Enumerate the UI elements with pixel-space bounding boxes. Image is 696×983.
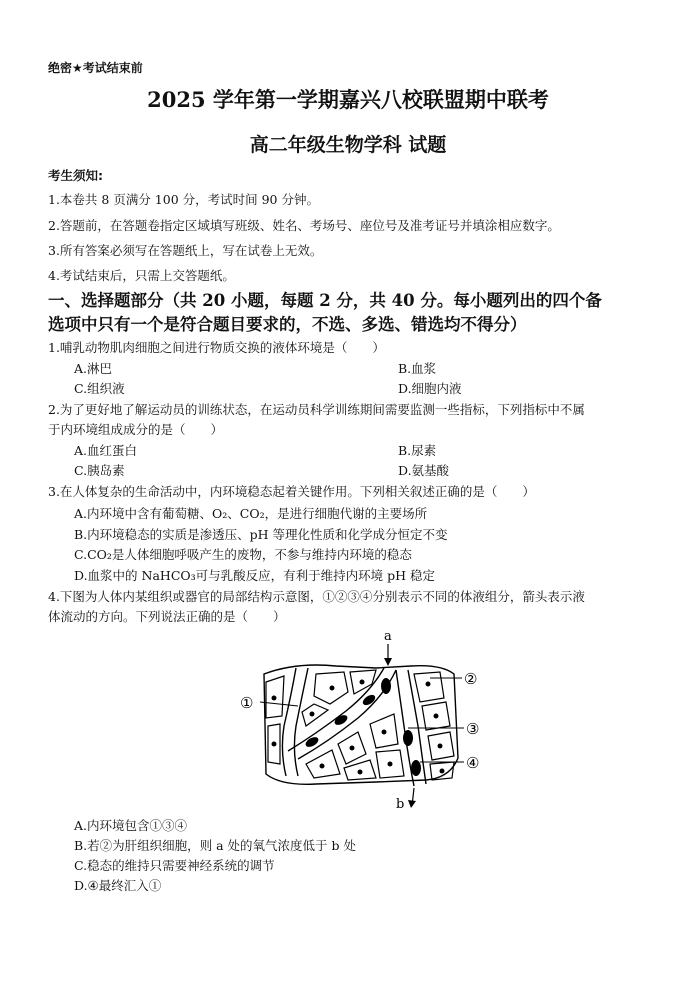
- question-4-stem-cont: 体流动的方向。下列说法正确的是（ ）: [48, 609, 286, 624]
- question-1-option-c: C.组织液: [74, 381, 125, 396]
- lymph-vessel-wall: [282, 668, 296, 776]
- label-3: ③: [466, 720, 480, 738]
- question-1-option-d: D.细胞内液: [398, 381, 462, 396]
- question-3-option-b: B.内环境稳态的实质是渗透压、pH 等理化性质和化学成分恒定不变: [74, 527, 448, 542]
- arrow-head-icon: [384, 658, 392, 666]
- cell-nucleus: [330, 686, 335, 691]
- label-2: ②: [464, 670, 478, 688]
- question-2-option-c: C.胰岛素: [74, 463, 125, 478]
- question-2-stem: 2.为了更好地了解运动员的训练状态，在运动员科学训练期间需要监测一些指标，下列指标中不属: [48, 402, 585, 417]
- cell-nucleus: [360, 680, 365, 685]
- cell-nucleus: [358, 770, 363, 775]
- notice-item: 2.答题前，在答题卷指定区域填写班级、姓名、考场号、座位号及准考证号并填涂相应数字。: [48, 218, 560, 233]
- capillary-wall: [288, 668, 384, 751]
- question-1-option-b: B.血浆: [398, 361, 437, 376]
- cell-nucleus: [426, 682, 431, 687]
- question-4-stem: 4.下图为人体内某组织或器官的局部结构示意图，①②③④分别表示不同的体液组分，箭头表示液: [48, 589, 585, 604]
- red-blood-cell: [411, 760, 421, 776]
- question-2-option-a: A.血红蛋白: [74, 443, 138, 458]
- question-2-stem-cont: 于内环境组成成分的是（ ）: [48, 422, 224, 437]
- question-3-option-c: C.CO₂是人体细胞呼吸产生的废物，不参与维持内环境的稳态: [74, 547, 412, 562]
- label-a: a: [384, 629, 392, 644]
- question-4-option-c: C.稳态的维持只需要神经系统的调节: [74, 858, 275, 873]
- cell-nucleus: [438, 744, 443, 749]
- question-4-option-d: D.④最终汇入①: [74, 878, 162, 893]
- question-3-stem: 3.在人体复杂的生命活动中，内环境稳态起着关键作用。下列相关叙述正确的是（ ）: [48, 484, 535, 499]
- question-1-option-a: A.淋巴: [74, 361, 113, 376]
- red-blood-cell: [403, 730, 413, 746]
- section-heading-line1: 一、选择题部分（共 20 小题，每题 2 分，共 40 分。每小题列出的四个备: [48, 291, 602, 310]
- section-heading-line2: 选项中只有一个是符合题目要求的，不选、多选、错选均不得分）: [48, 315, 527, 334]
- secret-mark: 绝密★考试结束前: [48, 61, 143, 75]
- exam-title: 2025 学年第一学期嘉兴八校联盟期中联考: [147, 87, 549, 112]
- arrow-head-icon: [408, 800, 416, 808]
- tissue-cell: [414, 672, 444, 702]
- question-3-option-d: D.血浆中的 NaHCO₃可与乳酸反应，有利于维持内环境 pH 稳定: [74, 568, 435, 583]
- label-b: b: [396, 797, 405, 812]
- red-blood-cell: [381, 678, 391, 694]
- exam-subtitle: 高二年级生物学科 试题: [249, 134, 447, 156]
- question-4-option-a: A.内环境包含①③④: [74, 818, 188, 833]
- label-4: ④: [466, 754, 480, 772]
- cell-nucleus: [320, 764, 325, 769]
- tissue-cell: [302, 704, 328, 726]
- question-2-option-d: D.氨基酸: [398, 463, 450, 478]
- cell-nucleus: [434, 714, 439, 719]
- cell-nucleus: [388, 762, 393, 767]
- cell-nucleus: [350, 746, 355, 751]
- question-4-option-b: B.若②为肝组织细胞，则 a 处的氧气浓度低于 b 处: [74, 838, 357, 853]
- question-2-option-b: B.尿素: [398, 443, 437, 458]
- tissue-structure-diagram: [236, 626, 488, 812]
- notice-item: 3.所有答案必须写在答题纸上，写在试卷上无效。: [48, 243, 323, 258]
- lymph-vessel-wall: [294, 668, 308, 776]
- notice-item: 4.考试结束后，只需上交答题纸。: [48, 268, 235, 283]
- question-1-stem: 1.哺乳动物肌肉细胞之间进行物质交换的液体环境是（ ）: [48, 340, 385, 355]
- cell-nucleus: [272, 696, 277, 701]
- cell-nucleus: [310, 712, 315, 717]
- notice-item: 1.本卷共 8 页满分 100 分，考试时间 90 分钟。: [48, 192, 319, 207]
- label-1: ①: [240, 694, 254, 712]
- cell-nucleus: [272, 742, 277, 747]
- cell-nucleus: [382, 730, 387, 735]
- question-3-option-a: A.内环境中含有葡萄糖、O₂、CO₂，是进行细胞代谢的主要场所: [74, 506, 428, 521]
- cell-nucleus: [440, 769, 445, 774]
- notice-heading: 考生须知:: [48, 168, 103, 183]
